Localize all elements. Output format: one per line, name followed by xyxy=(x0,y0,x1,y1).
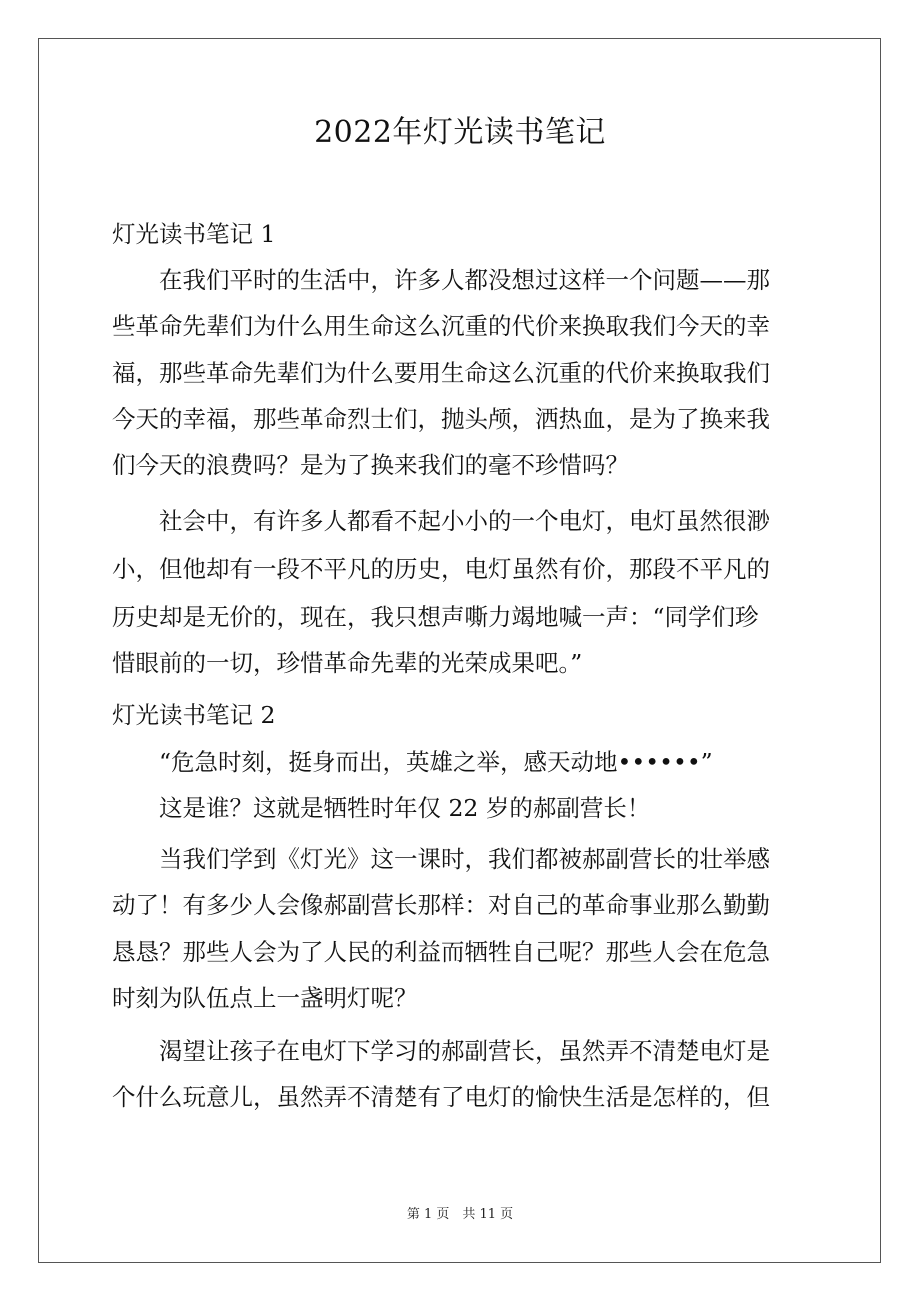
page-number-footer: 第 1 页 共 11 页 xyxy=(406,1207,514,1222)
document-title: 2022年灯光读书笔记 xyxy=(314,115,606,150)
paragraph-line: 动了！有多少人会像郝副营长那样：对自己的革命事业那么勤勤 xyxy=(112,891,770,919)
paragraph-line: 惜眼前的一切，珍惜革命先辈的光荣成果吧。” xyxy=(112,649,583,677)
paragraph-line: 渴望让孩子在电灯下学习的郝副营长，虽然弄不清楚电灯是 xyxy=(112,1037,770,1065)
paragraph-line: 个什么玩意儿，虽然弄不清楚有了电灯的愉快生活是怎样的，但 xyxy=(112,1083,770,1111)
paragraph-line: 今天的幸福，那些革命烈士们，抛头颅，洒热血，是为了换来我 xyxy=(112,405,770,433)
section-heading: 灯光读书笔记 2 xyxy=(112,701,276,729)
paragraph-line: 当我们学到《灯光》这一课时，我们都被郝副营长的壮举感 xyxy=(112,845,770,873)
paragraph-line: 历史却是无价的，现在，我只想声嘶力竭地喊一声：“同学们珍 xyxy=(112,603,759,631)
paragraph-line: 福，那些革命先辈们为什么要用生命这么沉重的代价来换取我们 xyxy=(112,359,770,387)
section-heading: 灯光读书笔记 1 xyxy=(112,220,276,248)
paragraph-line: 小，但他却有一段不平凡的历史，电灯虽然有价，那段不平凡的 xyxy=(112,555,770,583)
paragraph-line: 恳恳？那些人会为了人民的利益而牺牲自己呢？那些人会在危急 xyxy=(112,938,770,966)
paragraph-line: 社会中，有许多人都看不起小小的一个电灯，电灯虽然很渺 xyxy=(112,507,770,535)
paragraph-line: 时刻为队伍点上一盏明灯呢？ xyxy=(112,984,418,1012)
paragraph-line: 些革命先辈们为什么用生命这么沉重的代价来换取我们今天的幸 xyxy=(112,312,770,340)
paragraph-line: 们今天的浪费吗？是为了换来我们的毫不珍惜吗？ xyxy=(112,451,629,479)
paragraph-line: 这是谁？这就是牺牲时年仅 22 岁的郝副营长！ xyxy=(112,794,651,822)
paragraph-line: 在我们平时的生活中，许多人都没想过这样一个问题——那 xyxy=(112,266,770,294)
paragraph-line: “危急时刻，挺身而出，英雄之举，感天动地••••••” xyxy=(112,748,713,776)
